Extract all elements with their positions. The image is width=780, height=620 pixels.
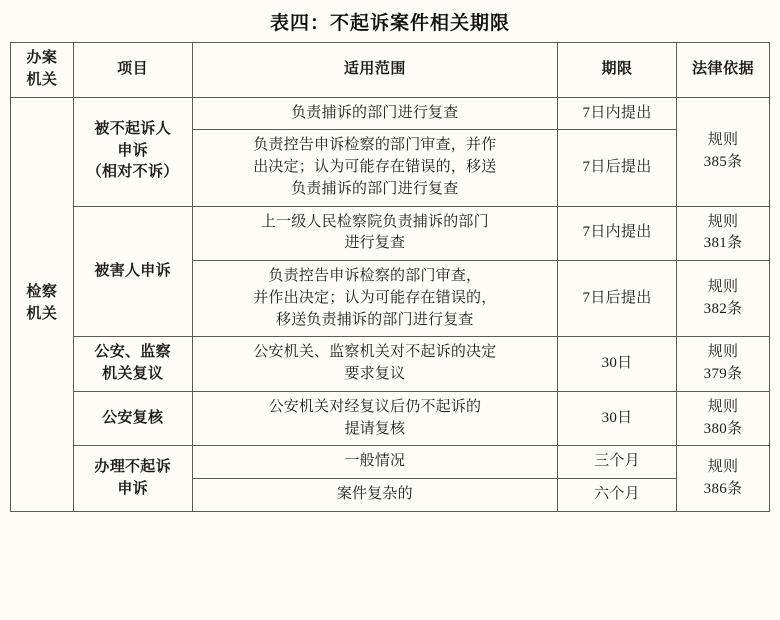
table-row bbox=[11, 206, 770, 261]
term-cell: 30日 bbox=[558, 391, 677, 446]
item-non-prosecuted-appeal: 被不起诉人 申诉 （相对不诉） bbox=[73, 97, 192, 206]
law-cell: 规则 381条 bbox=[676, 206, 769, 261]
item-public-security-recheck: 公安复核 bbox=[73, 391, 192, 446]
law-cell: 规则 382条 bbox=[676, 261, 769, 337]
scope-cell: 负责控告申诉检察的部门审查， 并作出决定；认为可能存在错误的， 移送负责捕诉的部门进行复查 bbox=[192, 261, 557, 337]
term-cell: 三个月 bbox=[558, 446, 677, 479]
scope-cell: 上一级人民检察院负责捕诉的部门 进行复查 bbox=[192, 206, 557, 261]
scope-cell: 一般情况 bbox=[192, 446, 557, 479]
header-scope: 适用范围 bbox=[192, 43, 557, 98]
header-law: 法律依据 bbox=[676, 43, 769, 98]
scope-cell: 公安机关对经复议后仍不起诉的 提请复核 bbox=[192, 391, 557, 446]
term-cell: 7日后提出 bbox=[558, 261, 677, 337]
header-term: 期限 bbox=[558, 43, 677, 98]
item-handle-appeal: 办理不起诉 申诉 bbox=[73, 446, 192, 512]
deadlines-table bbox=[10, 42, 770, 512]
law-cell: 规则 386条 bbox=[676, 446, 769, 512]
item-victim-appeal: 被害人申诉 bbox=[73, 206, 192, 337]
table-row bbox=[11, 337, 770, 392]
term-cell: 六个月 bbox=[558, 479, 677, 512]
table-header-row bbox=[11, 43, 770, 98]
law-cell: 规则 379条 bbox=[676, 337, 769, 392]
scope-cell: 公安机关、监察机关对不起诉的决定 要求复议 bbox=[192, 337, 557, 392]
term-cell: 7日内提出 bbox=[558, 206, 677, 261]
item-public-security-review: 公安、监察 机关复议 bbox=[73, 337, 192, 392]
table-row bbox=[11, 391, 770, 446]
law-cell: 规则 380条 bbox=[676, 391, 769, 446]
org-procuratorate: 检察 机关 bbox=[11, 97, 74, 511]
scope-cell: 案件复杂的 bbox=[192, 479, 557, 512]
term-cell: 7日后提出 bbox=[558, 130, 677, 206]
term-cell: 7日内提出 bbox=[558, 97, 677, 130]
table-row bbox=[11, 97, 770, 130]
header-org: 办案 机关 bbox=[11, 43, 74, 98]
page-title: 表四：不起诉案件相关期限 bbox=[269, 13, 510, 34]
header-item: 项目 bbox=[73, 43, 192, 98]
term-cell: 30日 bbox=[558, 337, 677, 392]
table-row bbox=[11, 446, 770, 479]
scope-cell: 负责捕诉的部门进行复查 bbox=[192, 97, 557, 130]
scope-cell: 负责控告申诉检察的部门审查，并作 出决定；认为可能存在错误的，移送 负责捕诉的部门进行复查 bbox=[192, 130, 557, 206]
law-cell: 规则 385条 bbox=[676, 97, 769, 206]
